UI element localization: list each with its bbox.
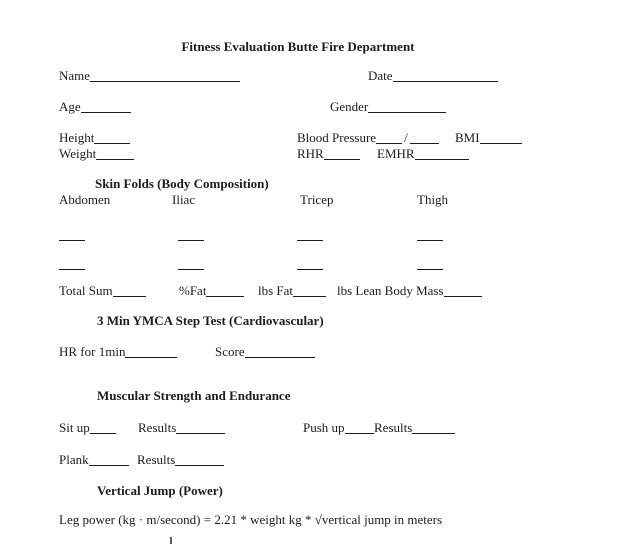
push-up-field: [303, 420, 374, 436]
iliac-blank-2: [178, 256, 204, 270]
sit-up-results-field: [138, 420, 225, 436]
gender-label: Gender: [330, 99, 369, 114]
skin-folds-columns-row: [0, 192, 624, 208]
hr-blank: [125, 344, 177, 358]
plank-label: Plank: [59, 452, 89, 467]
section-heading-power: Vertical Jump (Power): [97, 483, 223, 498]
weight-field: [59, 146, 134, 162]
bp-systolic-blank: [376, 130, 402, 144]
pct-fat-field: [179, 283, 244, 299]
emhr-label: EMHR: [377, 146, 415, 161]
hr-field: [59, 344, 177, 360]
age-blank: [81, 99, 131, 113]
height-bp-row: [0, 130, 624, 146]
name-blank: [90, 68, 240, 82]
weight-rhr-row: [0, 146, 624, 162]
plank-row: [0, 452, 624, 468]
height-blank: [94, 130, 130, 144]
push-up-results-blank: [412, 420, 455, 434]
bmi-blank: [480, 130, 522, 144]
rhr-label: RHR: [297, 146, 324, 161]
push-up-results-field: [374, 420, 455, 436]
date-label: Date: [368, 68, 393, 83]
date-field: [368, 68, 498, 84]
skin-folds-heading-row: [0, 176, 624, 192]
height-field: [59, 130, 130, 146]
sit-up-results-label: Results: [138, 420, 177, 435]
skin-folds-blank-row-2: [0, 256, 624, 272]
column-header-iliac: Iliac: [172, 192, 196, 207]
abdomen-blank-1: [59, 227, 85, 241]
plank-field: [59, 452, 129, 468]
weight-blank: [96, 146, 134, 160]
lbs-fat-blank: [293, 283, 326, 297]
push-up-results-label: Results: [374, 420, 413, 435]
score-field: [215, 344, 315, 360]
column-header-abdomen: Abdomen: [59, 192, 111, 207]
score-blank: [245, 344, 315, 358]
bmi-label: BMI: [455, 130, 480, 145]
lbs-fat-field: [258, 283, 326, 299]
column-header-tricep: Tricep: [300, 192, 334, 207]
sit-up-results-blank: [176, 420, 225, 434]
skin-folds-totals-row: [0, 283, 624, 299]
gender-field: [330, 99, 446, 115]
total-sum-label: Total Sum: [59, 283, 113, 298]
gender-blank: [368, 99, 446, 113]
plank-results-field: [137, 452, 224, 468]
sit-up-label: Sit up: [59, 420, 90, 435]
skin-folds-blank-row-1: [0, 227, 624, 243]
date-blank: [393, 68, 498, 82]
thigh-blank-2: [417, 256, 443, 270]
hr-label: HR for 1min: [59, 344, 126, 359]
total-sum-field: [59, 283, 146, 299]
tricep-blank-2: [297, 256, 323, 270]
blood-pressure-field: [297, 130, 439, 146]
strength-heading-row: [0, 388, 624, 404]
thigh-blank-1: [417, 227, 443, 241]
form-title-text: Fitness Evaluation Butte Fire Department: [181, 39, 415, 54]
tricep-blank-1: [297, 227, 323, 241]
page-edge-artifact: [170, 537, 172, 544]
name-label: Name: [59, 68, 91, 83]
name-date-row: [0, 68, 624, 84]
rhr-field: [297, 146, 360, 162]
weight-label: Weight: [59, 146, 97, 161]
formula-row: [0, 512, 624, 528]
push-up-label: Push up: [303, 420, 345, 435]
emhr-field: [377, 146, 469, 162]
height-label: Height: [59, 130, 95, 145]
age-field: [59, 99, 131, 115]
name-field: [59, 68, 240, 84]
rhr-blank: [324, 146, 360, 160]
pct-fat-label: %Fat: [179, 283, 207, 298]
push-up-blank: [345, 420, 374, 434]
bmi-field: [455, 130, 522, 146]
sit-up-blank: [90, 420, 116, 434]
plank-results-blank: [175, 452, 224, 466]
plank-blank: [89, 452, 129, 466]
power-heading-row: [0, 483, 624, 499]
hr-score-row: [0, 344, 624, 360]
lbs-fat-label: lbs Fat: [258, 283, 294, 298]
lbs-lean-body-mass-label: lbs Lean Body Mass: [337, 283, 444, 298]
iliac-blank-1: [178, 227, 204, 241]
section-heading-strength: Muscular Strength and Endurance: [97, 388, 291, 403]
age-gender-row: [0, 99, 624, 115]
column-header-thigh: Thigh: [417, 192, 449, 207]
lbs-lean-body-mass-field: [337, 283, 482, 299]
step-test-heading-row: [0, 313, 624, 329]
situp-pushup-row: [0, 420, 624, 436]
bp-diastolic-blank: [410, 130, 439, 144]
section-heading-skin-folds: Skin Folds (Body Composition): [95, 176, 269, 191]
section-heading-step-test: 3 Min YMCA Step Test (Cardiovascular): [97, 313, 324, 328]
age-label: Age: [59, 99, 81, 114]
leg-power-formula: Leg power (kg · m/second) = 2.21 * weight kg * √vertical jump in meters: [59, 512, 443, 527]
form-title: [0, 39, 596, 55]
emhr-blank: [415, 146, 469, 160]
score-label: Score: [215, 344, 245, 359]
blood-pressure-label: Blood Pressure: [297, 130, 377, 145]
total-sum-blank: [113, 283, 146, 297]
bp-slash: /: [404, 130, 408, 145]
pct-fat-blank: [206, 283, 244, 297]
sit-up-field: [59, 420, 116, 436]
plank-results-label: Results: [137, 452, 176, 467]
abdomen-blank-2: [59, 256, 85, 270]
lbs-lean-body-mass-blank: [444, 283, 482, 297]
